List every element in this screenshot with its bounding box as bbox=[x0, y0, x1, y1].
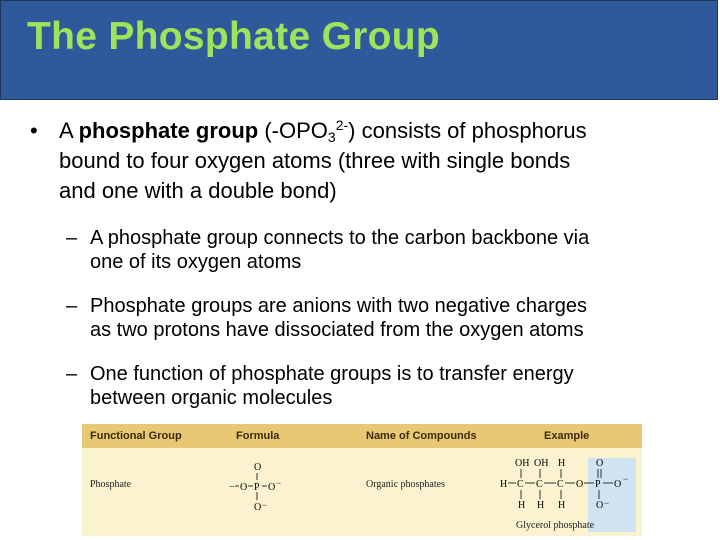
formula-superscript: 2- bbox=[335, 117, 349, 133]
atom-o-bridge: O bbox=[576, 479, 584, 490]
title-bar bbox=[0, 0, 718, 100]
bullet-line-3: and one with a double bond) bbox=[59, 178, 337, 203]
bullet-formula-open: (-OPO bbox=[258, 118, 328, 143]
atom-h-bottom-2: H bbox=[537, 500, 545, 511]
atom-o-bottom-example: O bbox=[596, 500, 604, 511]
atom-minus-left: − bbox=[229, 482, 235, 493]
atom-p: P bbox=[254, 482, 260, 493]
slide-title: The Phosphate Group bbox=[27, 15, 441, 58]
cell-group-name: Phosphate bbox=[90, 479, 132, 490]
atom-o-double: O bbox=[596, 458, 604, 469]
phosphate-formula-structure bbox=[229, 462, 281, 513]
atom-oh-2: OH bbox=[534, 458, 549, 469]
sub-bullet-line: A phosphate group connects to the carbon backbone via bbox=[90, 227, 590, 249]
atom-c-2: C bbox=[536, 479, 543, 490]
bullet-bold-term: phosphate group bbox=[78, 118, 259, 143]
atom-o-left: O bbox=[240, 482, 248, 493]
atom-o-right-example: O bbox=[614, 479, 622, 490]
sub-bullet-line: one of its oxygen atoms bbox=[90, 251, 302, 273]
bullet-marker: • bbox=[30, 118, 38, 143]
header-example: Example bbox=[544, 430, 590, 442]
sub-bullet-dash: – bbox=[66, 295, 78, 317]
sub-bullet-line: Phosphate groups are anions with two negative charges bbox=[90, 295, 587, 317]
atom-o-bottom: O bbox=[254, 502, 262, 513]
glycerol-phosphate-structure bbox=[500, 458, 628, 511]
sub-bullet-dash: – bbox=[66, 227, 78, 249]
atom-h-top: H bbox=[558, 458, 566, 469]
formula-subscript: 3 bbox=[327, 129, 336, 145]
cell-compound-name: Organic phosphates bbox=[366, 479, 445, 490]
atom-o-top: O bbox=[254, 462, 262, 473]
sub-bullet-line: between organic molecules bbox=[90, 387, 333, 409]
atom-minus-example-bottom: − bbox=[604, 498, 610, 508]
atom-oh-1: OH bbox=[515, 458, 530, 469]
functional-group-table bbox=[82, 424, 642, 536]
atom-c-3: C bbox=[557, 479, 564, 490]
atom-p-example: P bbox=[595, 479, 601, 490]
example-caption: Glycerol phosphate bbox=[516, 520, 595, 531]
bullet-text-post: ) consists of phosphorus bbox=[348, 118, 587, 143]
atom-h-bottom-1: H bbox=[518, 500, 526, 511]
header-name-of-compounds: Name of Compounds bbox=[366, 430, 477, 442]
atom-minus-right: − bbox=[276, 478, 282, 488]
atom-c-1: C bbox=[517, 479, 524, 490]
sub-bullet-dash: – bbox=[66, 363, 78, 385]
sub-bullet-line: One function of phosphate groups is to transfer energy bbox=[90, 363, 574, 385]
header-functional-group: Functional Group bbox=[90, 430, 182, 442]
header-formula: Formula bbox=[236, 430, 280, 442]
atom-h-left: H bbox=[500, 479, 508, 490]
atom-minus-example-right: − bbox=[623, 474, 629, 484]
atom-o-right: O bbox=[268, 482, 276, 493]
main-bullet-text bbox=[59, 116, 699, 206]
atom-h-bottom-3: H bbox=[558, 500, 566, 511]
bullet-text-pre: A bbox=[59, 118, 79, 143]
atom-minus-bottom: − bbox=[262, 500, 268, 510]
sub-bullet-line: as two protons have dissociated from the oxygen atoms bbox=[90, 319, 584, 341]
bullet-line-2: bound to four oxygen atoms (three with single bonds bbox=[59, 148, 571, 173]
